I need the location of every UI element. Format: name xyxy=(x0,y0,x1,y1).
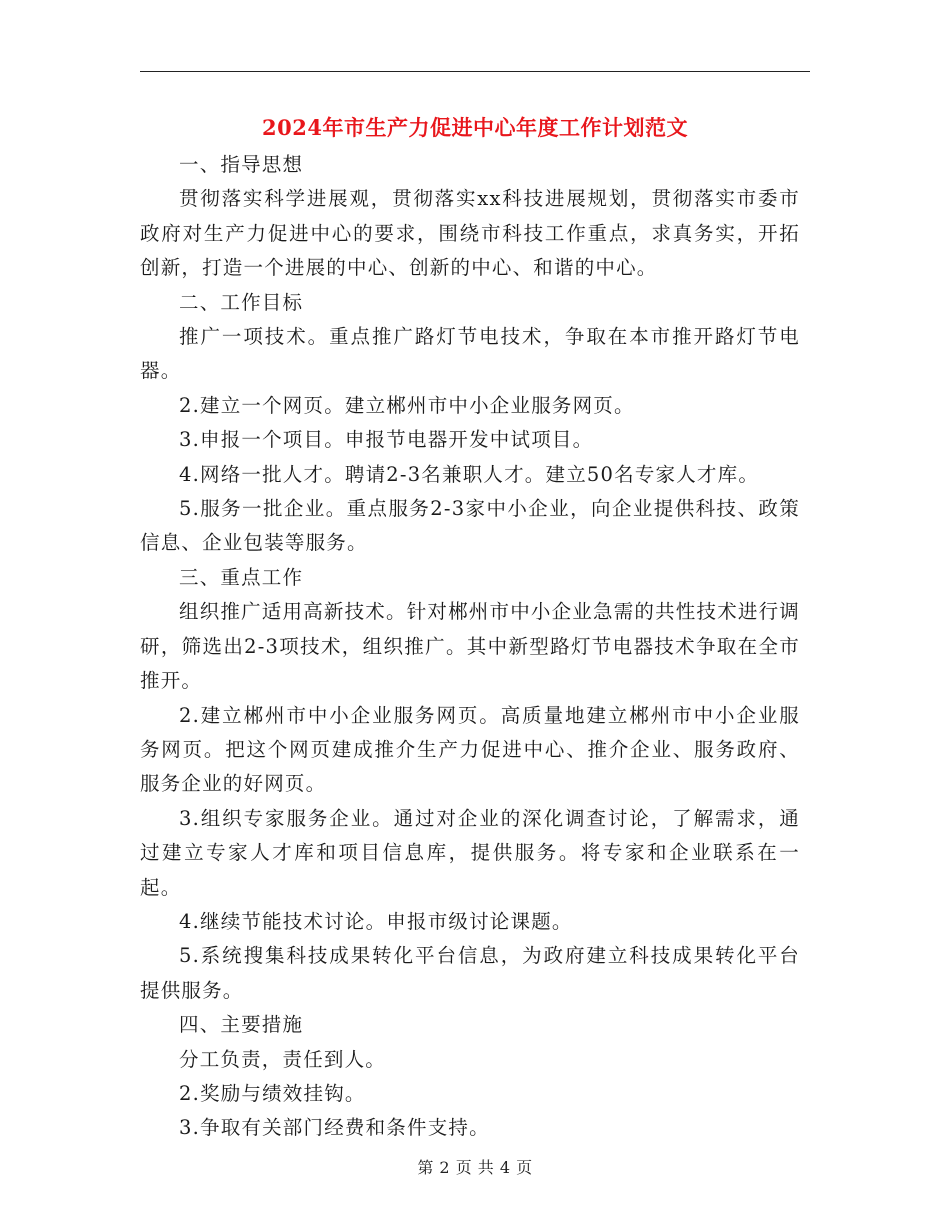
list-item: 分工负责，责任到人。 xyxy=(179,1047,387,1071)
page-footer xyxy=(0,1155,950,1178)
list-item: 4.继续节能技术讨论。申报市级讨论课题。 xyxy=(179,909,573,933)
section-heading-key-work: 三、重点工作 xyxy=(179,565,304,589)
list-item: 3.申报一个项目。申报节电器开发中试项目。 xyxy=(179,428,594,452)
list-item: 5.系统搜集科技成果转化平台信息，为政府建立科技成果转化平台提供服务。 xyxy=(140,944,800,1002)
document-title: 2024年市生产力促进中心年度工作计划范文 xyxy=(262,115,688,140)
section-heading-guiding-ideology: 一、指导思想 xyxy=(179,153,304,176)
list-item: 5.服务一批企业。重点服务2-3家中小企业，向企业提供科技、政策信息、企业包装等服务。 xyxy=(140,497,800,555)
list-item: 3.组织专家服务企业。通过对企业的深化调查讨论，了解需求，通过建立专家人才库和项目信息库，提供服务。将专家和企业联系在一起。 xyxy=(140,806,800,899)
list-item: 2.奖励与绩效挂钩。 xyxy=(179,1081,366,1105)
paragraph: 贯彻落实科学进展观，贯彻落实xx科技进展规划，贯彻落实市委市政府对生产力促进中心的要求，围绕市科技工作重点，求真务实，开拓创新，打造一个进展的中心、创新的中心、和谐的中心。 xyxy=(140,187,800,280)
paragraph: 推广一项技术。重点推广路灯节电技术，争取在本市推开路灯节电器。 xyxy=(140,325,800,383)
document-body xyxy=(140,148,800,1146)
page-number: 第 2 页 共 4 页 xyxy=(417,1158,533,1177)
list-item: 2.建立郴州市中小企业服务网页。高质量地建立郴州市中小企业服务网页。把这个网页建成推介生产力促进中心、推介企业、服务政府、服务企业的好网页。 xyxy=(140,703,800,796)
list-item: 4.网络一批人才。聘请2-3名兼职人才。建立50名专家人才库。 xyxy=(179,462,760,486)
list-item: 3.争取有关部门经费和条件支持。 xyxy=(179,1116,490,1140)
paragraph: 组织推广适用高新技术。针对郴州市中小企业急需的共性技术进行调研，筛选出2-3项技术，组织推广。其中新型路灯节电器技术争取在全市推开。 xyxy=(140,600,801,693)
section-heading-main-measures: 四、主要措施 xyxy=(179,1013,304,1037)
section-heading-work-goals: 二、工作目标 xyxy=(179,290,304,314)
header-rule xyxy=(140,71,810,72)
list-item: 2.建立一个网页。建立郴州市中小企业服务网页。 xyxy=(179,393,635,417)
